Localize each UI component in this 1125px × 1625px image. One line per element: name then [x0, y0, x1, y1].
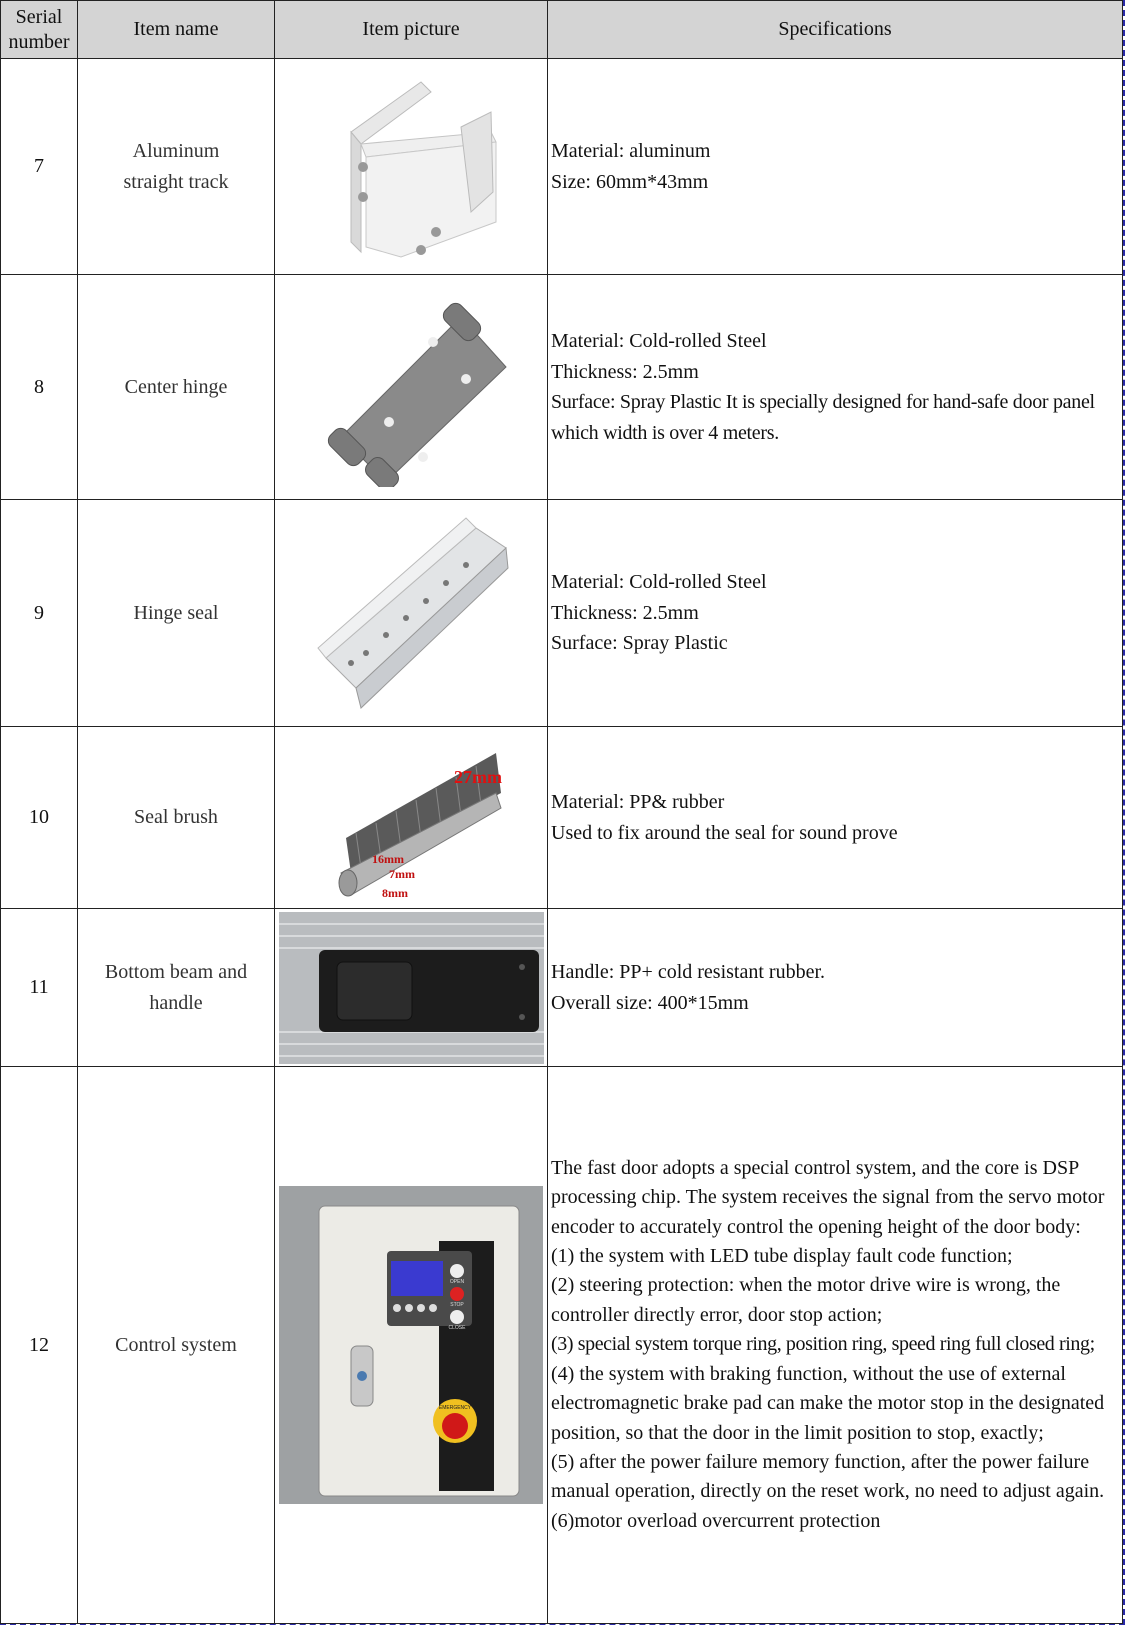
spec-line: Thickness: 2.5mm — [551, 360, 699, 383]
bottom-beam-handle-photo — [279, 912, 544, 1064]
aluminum-track-photo — [311, 72, 511, 262]
header-item-name: Item name — [78, 1, 275, 59]
serial-number: 7 — [1, 59, 78, 275]
serial-number: 10 — [1, 727, 78, 909]
item-picture — [275, 59, 548, 275]
spec-line: (5) after the power failure memory function, after the power failure manual operation, directly on the reset work, no need to adjust again. — [551, 1450, 1105, 1503]
table-header-row — [1, 1, 1123, 59]
specifications — [548, 275, 1123, 500]
brush-base-label: 7mm — [389, 866, 415, 881]
item-picture — [275, 275, 548, 500]
item-name — [78, 909, 275, 1067]
spec-line: Material: PP& rubber — [551, 791, 725, 813]
item-picture — [275, 909, 548, 1067]
spec-line: (4) the system with braking function, without the use of external electromagnetic brake pad can make the motor stop in the designated position, so that the door in the limit position to stop, exactly; — [551, 1362, 1105, 1444]
spec-line: Material: Cold-rolled Steel — [551, 571, 767, 594]
item-picture — [275, 727, 548, 909]
item-name: Hinge seal — [78, 500, 275, 727]
item-name-text: Aluminum straight track — [123, 139, 229, 193]
specifications — [548, 727, 1123, 909]
spec-line: Thickness: 2.5mm — [551, 601, 699, 624]
spec-line: (2) steering protection: when the motor drive wire is wrong, the controller directly error, door stop action; — [551, 1274, 1061, 1326]
item-picture — [275, 1067, 548, 1624]
table-row — [1, 727, 1123, 909]
control-box-photo — [279, 1186, 543, 1504]
spec-line: (6)motor overload overcurrent protection — [551, 1509, 881, 1532]
header-specifications: Specifications — [548, 1, 1123, 59]
serial-number: 8 — [1, 275, 78, 500]
spec-line: Handle: PP+ cold resistant rubber. — [551, 961, 826, 983]
item-name: Control system — [78, 1067, 275, 1624]
specifications — [548, 500, 1123, 727]
spec-line: Used to fix around the seal for sound prove — [551, 821, 898, 844]
control-open-label: OPEN — [449, 1279, 465, 1285]
control-stop-label: STOP — [450, 1302, 464, 1308]
spec-line: Size: 60mm*43mm — [551, 170, 709, 193]
header-serial-number: Serial number — [1, 1, 78, 59]
item-name: Seal brush — [78, 727, 275, 909]
brush-depth-label: 8mm — [382, 885, 408, 900]
table-row — [1, 59, 1123, 275]
serial-number: 11 — [1, 909, 78, 1067]
specifications — [548, 1067, 1123, 1624]
specifications — [548, 59, 1123, 275]
serial-number: 9 — [1, 500, 78, 727]
spec-line: Surface: Spray Plastic — [551, 632, 728, 655]
control-close-label: CLOSE — [448, 1325, 466, 1331]
item-name-text: Bottom beam and handle — [104, 960, 248, 1014]
table-row — [1, 275, 1123, 500]
table-row — [1, 500, 1123, 727]
hinge-seal-photo — [306, 513, 516, 713]
item-name: Center hinge — [78, 275, 275, 500]
spec-line: (1) the system with LED tube display fault code function; — [551, 1245, 1013, 1268]
center-hinge-photo — [311, 287, 511, 487]
emergency-stop-label: EMERGENCY — [438, 1405, 472, 1411]
spec-line: The fast door adopts a special control system, and the core is DSP processing chip. The system receives the signal from the servo motor encoder to accurately control the opening height of the door body: — [551, 1156, 1105, 1238]
serial-number: 12 — [1, 1067, 78, 1624]
spec-line: Material: aluminum — [551, 140, 711, 162]
header-item-picture: Item picture — [275, 1, 548, 59]
brush-width-label: 16mm — [372, 851, 404, 866]
spec-line: (3) special system torque ring, position ring, speed ring full closed ring; — [551, 1333, 1095, 1356]
seal-brush-photo — [306, 733, 516, 903]
spec-line: Material: Cold-rolled Steel — [551, 330, 767, 352]
item-picture — [275, 500, 548, 727]
specifications — [548, 909, 1123, 1067]
spec-line: Surface: Spray Plastic It is specially designed for hand-safe door panel which width is over 4 meters. — [551, 391, 1095, 444]
brush-height-label: 27mm — [454, 766, 502, 787]
table-row — [1, 909, 1123, 1067]
spec-line: Overall size: 400*15mm — [551, 991, 749, 1014]
item-name — [78, 59, 275, 275]
table-row — [1, 1067, 1123, 1624]
